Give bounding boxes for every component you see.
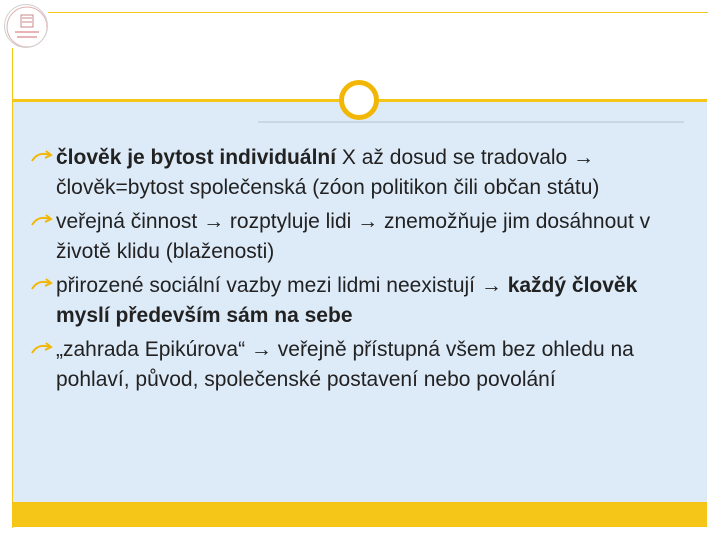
bullet-item-3	[30, 271, 670, 331]
bullet-item-1	[30, 143, 670, 203]
bullet-item-4	[30, 335, 670, 395]
bullet-arrow-icon	[30, 339, 54, 359]
bullet-1-text: X až dosud se tradovalo → člověk=bytost společenská (zóon politikon čili občan státu)	[56, 146, 600, 199]
bullet-arrow-icon	[30, 147, 54, 167]
bullet-item-2	[30, 207, 670, 267]
bullet-2-text: veřejná činnost → rozptyluje lidi → znemožňuje jim dosáhnout v životě klidu (blaženosti)	[56, 210, 651, 263]
top-rule	[48, 12, 708, 13]
bullet-1-bold: člověk je bytost individuální	[56, 146, 337, 169]
decorative-circle	[339, 80, 379, 120]
bullet-list	[30, 143, 670, 399]
bullet-4-text: „zahrada Epikúrova“ → veřejně přístupná všem bez ohledu na pohlaví, původ, společenské postavení nebo povolání	[56, 338, 634, 391]
bullet-arrow-icon	[30, 211, 54, 231]
title-rule	[258, 121, 684, 123]
bullet-arrow-icon	[30, 275, 54, 295]
footer-bar	[13, 502, 707, 527]
bullet-3-text: přirozené sociální vazby mezi lidmi neexistují →	[56, 274, 508, 297]
bullet-3-bold: každý člověk myslí především sám na sebe	[56, 274, 638, 327]
university-seal-icon	[4, 4, 48, 48]
